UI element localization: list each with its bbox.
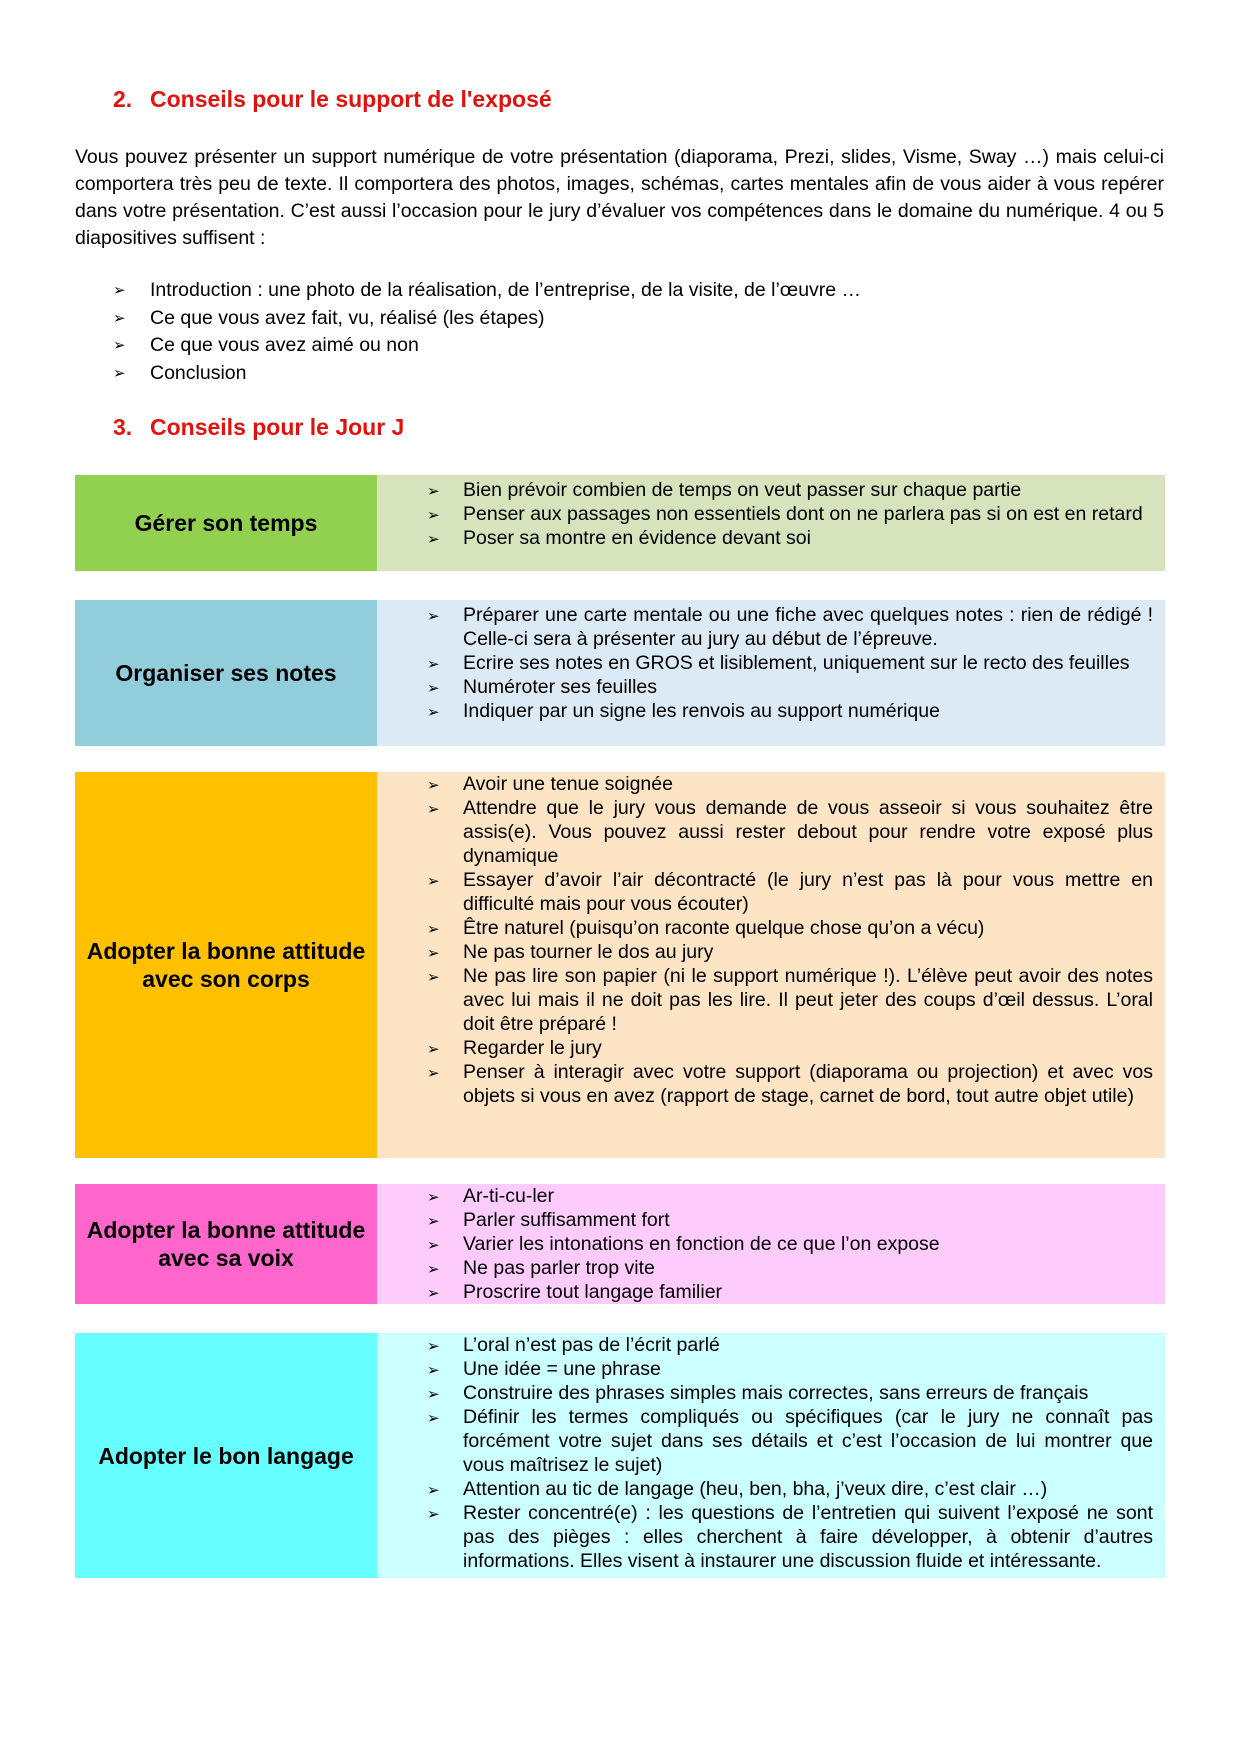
tip-box-content: [377, 1333, 1165, 1578]
section-2-heading: [113, 86, 552, 113]
arrow-bullet-icon: ➢: [427, 1260, 440, 1278]
arrow-bullet-icon: ➢: [427, 1481, 440, 1499]
list-item: [427, 478, 1153, 502]
list-item-text: Rester concentré(e) : les questions de l’entretien qui suivent l’exposé ne sont pas des pièges : elles cherchent à faire développer, à obtenir d’autres informations. Elles visent à instaurer une discussion fluide et intéressante.: [463, 1502, 1153, 1572]
list-item-text: Introduction : une photo de la réalisation, de l’entreprise, de la visite, de l’œuvre …: [150, 279, 862, 301]
list-item-text: Ecrire ses notes en GROS et lisiblement, uniquement sur le recto des feuilles: [463, 652, 1130, 674]
list-item: [427, 796, 1153, 868]
arrow-bullet-icon: ➢: [427, 968, 440, 986]
tip-box-content: [377, 772, 1165, 1158]
arrow-bullet-icon: ➢: [427, 1337, 440, 1355]
arrow-bullet-icon: ➢: [427, 1064, 440, 1082]
arrow-bullet-icon: ➢: [427, 920, 440, 938]
list-item-text: Une idée = une phrase: [463, 1358, 661, 1380]
tip-box-label-text: Adopter la bonne attitude avec sa voix: [86, 1217, 366, 1271]
section-3-heading: [113, 414, 404, 441]
arrow-bullet-icon: ➢: [427, 872, 440, 890]
tip-box-label: [75, 1184, 377, 1304]
arrow-bullet-icon: ➢: [427, 1505, 440, 1523]
list-item-text: Penser aux passages non essentiels dont on ne parlera pas si on est en retard: [463, 503, 1143, 525]
section-2-title: Conseils pour le support de l'exposé: [150, 86, 552, 112]
list-item-text: Proscrire tout langage familier: [463, 1281, 723, 1303]
list-item: [113, 305, 861, 333]
section-2-number: 2.: [113, 86, 133, 112]
tip-box-label-text: Adopter la bonne attitude avec son corps: [86, 938, 366, 992]
list-item: [427, 1477, 1153, 1501]
list-item-text: Préparer une carte mentale ou une fiche avec quelques notes : rien de rédigé ! Celle-ci sera à présenter au jury au début de l’épreuve.: [463, 604, 1153, 650]
list-item-text: Définir les termes compliqués ou spécifiques (car le jury ne connaît pas forcément votre sujet dans ses détails et c’est l’occasion de lui montrer que vous maîtrisez le sujet): [463, 1406, 1153, 1476]
list-item: [427, 772, 1153, 796]
list-item-text: Attendre que le jury vous demande de vous asseoir si vous souhaitez être assis(e). Vous pouvez aussi rester debout pour rendre votre exposé plus dynamique: [463, 797, 1153, 867]
list-item-text: L’oral n’est pas de l’écrit parlé: [463, 1334, 720, 1356]
list-item-text: Indiquer par un signe les renvois au support numérique: [463, 700, 940, 722]
tip-box-label: [75, 772, 377, 1158]
list-item: [427, 964, 1153, 1036]
tip-box-content: [377, 600, 1165, 746]
arrow-bullet-icon: ➢: [427, 530, 440, 548]
tip-box-body-attitude: [75, 772, 1165, 1158]
arrow-bullet-icon: ➢: [427, 1236, 440, 1254]
list-item: [427, 502, 1153, 526]
arrow-bullet-icon: ➢: [427, 944, 440, 962]
list-item: [427, 1405, 1153, 1477]
arrow-bullet-icon: ➢: [113, 308, 126, 327]
list-item-text: Numéroter ses feuilles: [463, 676, 657, 698]
tip-box-time: [75, 475, 1165, 571]
list-item: [427, 603, 1153, 651]
list-item: [113, 360, 861, 388]
list-item: [427, 940, 1153, 964]
list-item-text: Regarder le jury: [463, 1037, 602, 1059]
list-item: [427, 699, 1153, 723]
list-item-text: Parler suffisamment fort: [463, 1209, 670, 1231]
arrow-bullet-icon: ➢: [427, 1385, 440, 1403]
arrow-bullet-icon: ➢: [427, 1188, 440, 1206]
list-item: [113, 332, 861, 360]
arrow-bullet-icon: ➢: [427, 679, 440, 697]
list-item-text: Ar-ti-cu-ler: [463, 1185, 554, 1207]
arrow-bullet-icon: ➢: [113, 336, 126, 354]
arrow-bullet-icon: ➢: [427, 655, 440, 673]
arrow-bullet-icon: ➢: [427, 1361, 440, 1379]
tip-box-notes: [75, 600, 1165, 746]
list-item: [427, 1256, 1153, 1280]
list-item-text: Être naturel (puisqu’on raconte quelque chose qu’on a vécu): [463, 917, 985, 939]
list-item-text: Construire des phrases simples mais correctes, sans erreurs de français: [463, 1382, 1089, 1404]
arrow-bullet-icon: ➢: [113, 363, 126, 382]
list-item: [427, 1232, 1153, 1256]
arrow-bullet-icon: ➢: [427, 776, 440, 794]
arrow-bullet-icon: ➢: [113, 281, 126, 299]
list-item-text: Bien prévoir combien de temps on veut passer sur chaque partie: [463, 479, 1022, 501]
list-item: [113, 277, 861, 305]
arrow-bullet-icon: ➢: [427, 607, 440, 625]
tip-box-label-text: Gérer son temps: [134, 510, 318, 536]
support-bullet-list: [113, 277, 861, 387]
list-item: [427, 1184, 1153, 1208]
list-item: [427, 1357, 1153, 1381]
arrow-bullet-icon: ➢: [427, 1212, 440, 1230]
list-item: [427, 1060, 1153, 1108]
arrow-bullet-icon: ➢: [427, 482, 440, 500]
arrow-bullet-icon: ➢: [427, 800, 440, 818]
arrow-bullet-icon: ➢: [427, 1409, 440, 1427]
list-item: [427, 1036, 1153, 1060]
list-item: [427, 1280, 1153, 1304]
tip-box-label: [75, 475, 377, 571]
list-item: [427, 868, 1153, 916]
list-item-text: Ne pas parler trop vite: [463, 1257, 655, 1279]
tip-box-language: [75, 1333, 1165, 1578]
arrow-bullet-icon: ➢: [427, 1040, 440, 1058]
list-item: [427, 1381, 1153, 1405]
tip-box-content: [377, 1184, 1165, 1304]
tip-box-label-text: Adopter le bon langage: [98, 1442, 354, 1469]
section-3-title: Conseils pour le Jour J: [150, 414, 405, 440]
list-item: [427, 675, 1153, 699]
list-item-text: Conclusion: [150, 361, 247, 384]
list-item-text: Ne pas tourner le dos au jury: [463, 941, 714, 963]
list-item: [427, 1333, 1153, 1357]
list-item: [427, 1208, 1153, 1232]
arrow-bullet-icon: ➢: [427, 506, 440, 524]
list-item: [427, 651, 1153, 675]
list-item-text: Poser sa montre en évidence devant soi: [463, 527, 811, 549]
tip-box-label: [75, 600, 377, 746]
list-item-text: Penser à interagir avec votre support (diaporama ou projection) et avec vos objets si vous en avez (rapport de stage, carnet de bord, tout autre objet utile): [463, 1061, 1153, 1107]
arrow-bullet-icon: ➢: [427, 1284, 440, 1302]
list-item-text: Ce que vous avez fait, vu, réalisé (les étapes): [150, 306, 545, 329]
list-item: [427, 526, 1153, 550]
tip-box-voice-attitude: [75, 1184, 1165, 1304]
list-item-text: Varier les intonations en fonction de ce que l’on expose: [463, 1233, 940, 1255]
list-item-text: Avoir une tenue soignée: [463, 773, 673, 795]
list-item: [427, 1501, 1153, 1573]
tip-box-label-text: Organiser ses notes: [115, 660, 337, 686]
list-item: [427, 916, 1153, 940]
section-3-number: 3.: [113, 414, 133, 440]
tip-box-content: [377, 475, 1165, 571]
section-2-intro: Vous pouvez présenter un support numérique de votre présentation (diaporama, Prezi, slides, Visme, Sway …) mais celui-ci comportera très peu de texte. Il comportera des photos, images, schémas, cartes mentales afin de vous aider à vous repérer dans votre présentation. C’est aussi l’occasion pour le jury d’évaluer vos compétences dans le domaine du numérique. 4 ou 5 diapositives suffisent :: [75, 146, 1164, 249]
list-item-text: Ce que vous avez aimé ou non: [150, 334, 419, 356]
list-item-text: Attention au tic de langage (heu, ben, bha, j’veux dire, c’est clair …): [463, 1478, 1048, 1500]
list-item-text: Essayer d’avoir l’air décontracté (le jury n’est pas là pour vous mettre en difficulté mais pour vous écouter): [463, 869, 1153, 915]
list-item-text: Ne pas lire son papier (ni le support numérique !). L’élève peut avoir des notes avec lui mais il ne doit pas les lire. Il peut jeter des coups d’œil dessus. L’oral doit être préparé !: [463, 965, 1153, 1035]
arrow-bullet-icon: ➢: [427, 703, 440, 721]
tip-box-label: [75, 1333, 377, 1578]
